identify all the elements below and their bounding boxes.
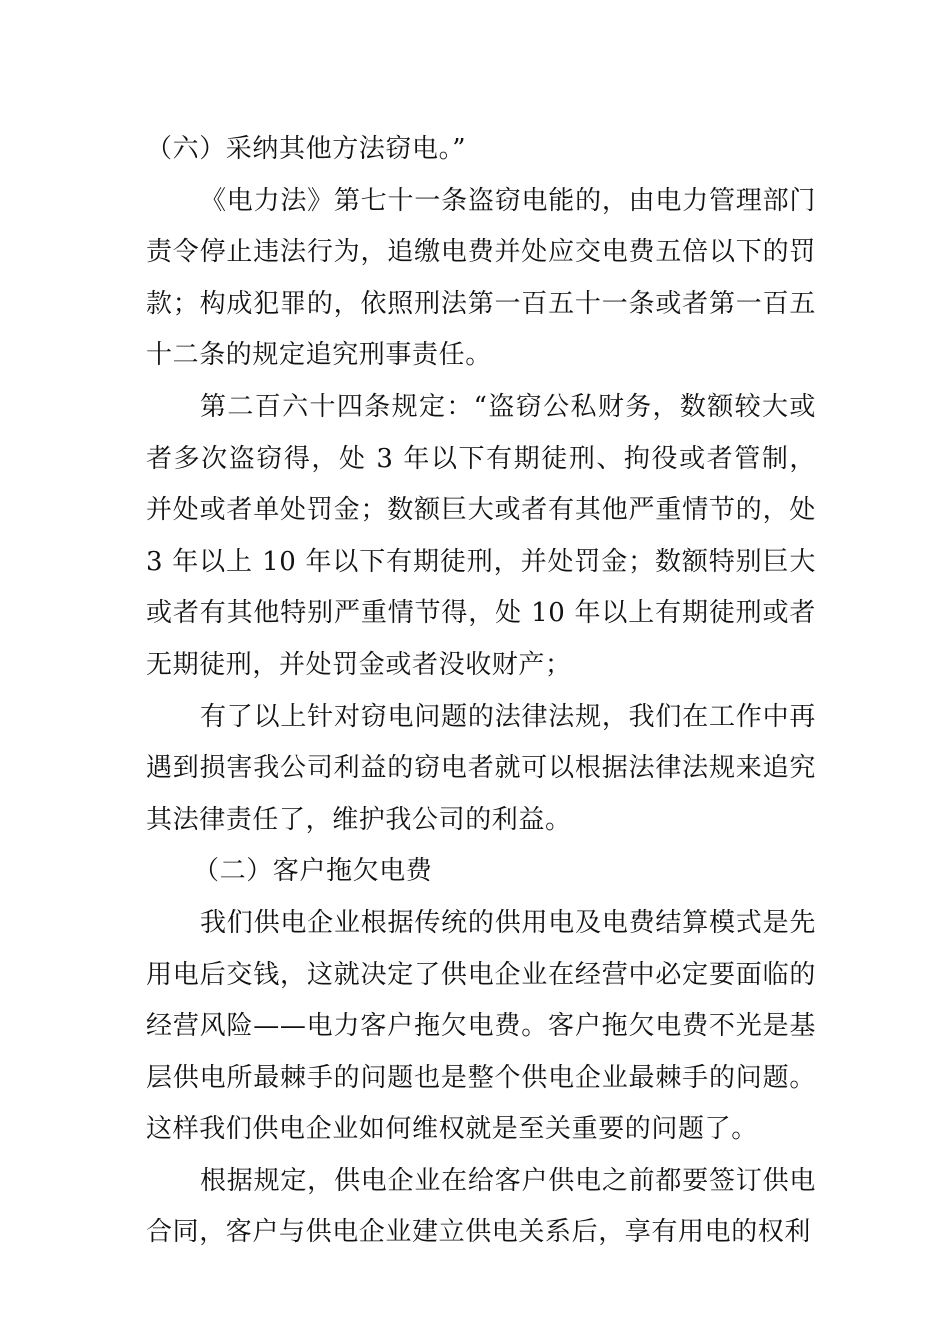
paragraph-electricity-law-71: 《电力法》第七十一条盗窃电能的，由电力管理部门责令停止违法行为，追缴电费并处应交电费五倍以下的罚款；构成犯罪的，依照刑法第一百五十一条或者第一百五十二条的规定追究刑事责任。 <box>146 185 816 371</box>
paragraph-supply-contract: 根据规定，供电企业在给客户供电之前都要签订供电合同，客户与供电企业建立供电关系后，享有用电的权利 <box>146 1165 816 1248</box>
paragraph-arrears-risk: 我们供电企业根据传统的供用电及电费结算模式是先用电后交钱，这就决定了供电企业在经营中必定要面临的经营风险——电力客户拖欠电费。客户拖欠电费不光是基层供电所最棘手的问题也是整个供电企业最棘手的问题。这样我们供电企业如何维权就是至关重要的问题了。 <box>146 907 816 1145</box>
paragraph-criminal-law-264: 第二百六十四条规定：“盗窃公私财务，数额较大或者多次盗窃得，处 3 年以下有期徒刑、拘役或者管制，并处或者单处罚金；数额巨大或者有其他严重情节的，处 3 年以上 10 年以下有期徒刑，并处罚金；数额特别巨大或者有其他特别严重情节得，处 10 年以上有期徒刑或者无期徒刑，并处罚金或者没收财产； <box>146 391 816 680</box>
section-heading-customer-arrears: （二）客户拖欠电费 <box>193 856 433 887</box>
paragraph-methods-item-6: （六）采纳其他方法窃电。” <box>146 134 467 164</box>
document-body <box>146 124 816 1259</box>
paragraph-legal-remedy-summary: 有了以上针对窃电问题的法律法规，我们在工作中再遇到损害我公司利益的窃电者就可以根据法律法规来追究其法律责任了，维护我公司的利益。 <box>146 701 816 835</box>
